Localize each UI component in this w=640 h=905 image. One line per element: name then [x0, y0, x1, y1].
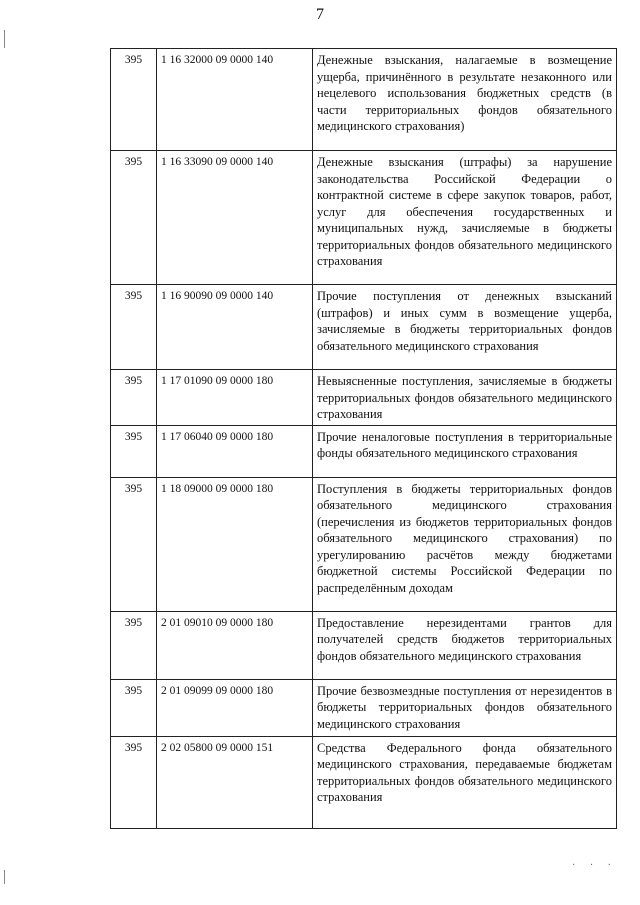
budget-code-cell: 2 01 09010 09 0000 180 — [157, 611, 313, 679]
budget-code-cell: 1 16 32000 09 0000 140 — [157, 49, 313, 151]
table-row — [111, 49, 617, 151]
admin-code-cell: 395 — [111, 611, 157, 679]
table-row — [111, 285, 617, 370]
budget-code-cell: 2 01 09099 09 0000 180 — [157, 679, 313, 736]
scan-noise-dots: · · · — [572, 860, 617, 871]
table-row — [111, 611, 617, 679]
admin-code-cell: 395 — [111, 679, 157, 736]
description-cell: Поступления в бюджеты территориальных фондов обязательного медицинского страхования (перечисления из бюджетов территориальных фондов обязательного медицинского страхования) по урегулированию расчётов между бюджетами бюджетной системы Российской Федерации по распределённым доходам — [313, 477, 617, 611]
table-row — [111, 151, 617, 285]
table-body — [111, 49, 617, 829]
budget-code-cell: 1 17 01090 09 0000 180 — [157, 370, 313, 426]
budget-code-cell: 1 16 90090 09 0000 140 — [157, 285, 313, 370]
admin-code-cell: 395 — [111, 370, 157, 426]
description-cell: Прочие безвозмездные поступления от нерезидентов в бюджеты территориальных фондов обязательного медицинского страхования — [313, 679, 617, 736]
description-cell: Денежные взыскания, налагаемые в возмещение ущерба, причинённого в результате незаконного или нецелевого использования бюджетных средств (в части территориальных фондов обязательного медицинского страхования) — [313, 49, 617, 151]
page-number: 7 — [316, 6, 324, 23]
admin-code-cell: 395 — [111, 736, 157, 828]
table-row — [111, 679, 617, 736]
description-cell: Невыясненные поступления, зачисляемые в бюджеты территориальных фондов обязательного медицинского страхования — [313, 370, 617, 426]
budget-code-cell: 1 16 33090 09 0000 140 — [157, 151, 313, 285]
scan-edge-mark-top — [4, 30, 5, 48]
description-cell: Средства Федерального фонда обязательного медицинского страхования, передаваемые бюджетам территориальных фондов обязательного медицинского страхования — [313, 736, 617, 828]
budget-code-cell: 2 02 05800 09 0000 151 — [157, 736, 313, 828]
table-row — [111, 425, 617, 477]
description-cell: Прочие неналоговые поступления в территориальные фонды обязательного медицинского страхования — [313, 425, 617, 477]
budget-codes-table — [110, 48, 617, 829]
description-cell: Прочие поступления от денежных взысканий (штрафов) и иных сумм в возмещение ущерба, зачисляемые в бюджеты территориальных фондов обязательного медицинского страхования — [313, 285, 617, 370]
admin-code-cell: 395 — [111, 285, 157, 370]
admin-code-cell: 395 — [111, 49, 157, 151]
table-row — [111, 477, 617, 611]
description-cell: Предоставление нерезидентами грантов для получателей средств бюджетов территориальных фондов обязательного медицинского страхования — [313, 611, 617, 679]
description-cell: Денежные взыскания (штрафы) за нарушение законодательства Российской Федерации о контрактной системе в сфере закупок товаров, работ, услуг для обеспечения государственных и муниципальных нужд, зачисляемые в бюджеты территориальных фондов обязательного медицинского страхования — [313, 151, 617, 285]
admin-code-cell: 395 — [111, 151, 157, 285]
budget-code-cell: 1 17 06040 09 0000 180 — [157, 425, 313, 477]
table-row — [111, 370, 617, 426]
admin-code-cell: 395 — [111, 477, 157, 611]
admin-code-cell: 395 — [111, 425, 157, 477]
scan-edge-mark-bottom — [4, 870, 5, 884]
table-row — [111, 736, 617, 828]
budget-code-cell: 1 18 09000 09 0000 180 — [157, 477, 313, 611]
